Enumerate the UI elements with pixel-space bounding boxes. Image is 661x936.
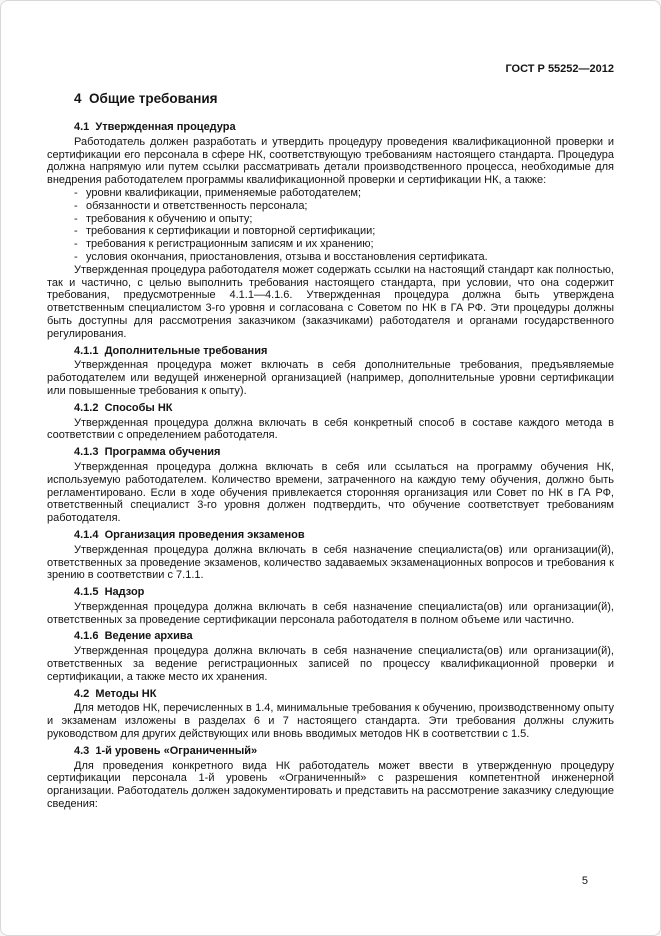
subsection-heading: 4.1 Утвержденная процедура: [74, 121, 236, 133]
list-item: [47, 213, 614, 226]
paragraph: Утвержденная процедура должна включать в себя назначение специалиста(ов) или организации(й), ответственных за проведение сертификации персонала работодателя в полном объеме или частично.: [47, 600, 614, 626]
subsection-heading: 4.2 Методы НК: [74, 687, 157, 700]
list-item: [47, 238, 614, 251]
list-item: [47, 187, 614, 200]
section-heading: 4 Общие требования: [74, 91, 218, 106]
paragraph: Утвержденная процедура работодателя может содержать ссылки на настоящий стандарт как полностью, так и частично, с целью выполнить требования настоящего стандарта, при условии, что она содержит требования, предусмотренные 4.1.1—4.1.6. Утвержденная процедура должна быть утверждена ответственным специалистом 3-го уровня и согласована с Советом по НК в ГА РФ. Эти процедуры должны быть доступны для рассмотрения заказчиком (заказчиками) работодателя и органами государственного регулирования.: [47, 263, 614, 340]
list-item-text: условия окончания, приостановления, отзыва и восстановления сертификата.: [86, 250, 488, 263]
list-marker: -: [74, 199, 78, 212]
page-header: [47, 63, 614, 75]
paragraph: Утвержденная процедура должна включать в себя или ссылаться на программу обучения НК, используемую работодателем. Количество времени, затраченного на каждую тему обучения, должно быть регламентировано. Если в ходе обучения привлекается сторонняя организация или Совет по НК в ГА РФ, ответственный специалист 3-го уровня должен подтвердить, что обучение соответствует требованиям работодателя.: [47, 460, 614, 525]
subsection-heading: 4.1.6 Ведение архива: [74, 630, 193, 643]
list-marker: -: [74, 238, 78, 251]
document-content: [47, 91, 614, 811]
list-item: [47, 200, 614, 213]
paragraph: Утвержденная процедура должна включать в себя назначение специалиста(ов) или организации(й), ответственных за ведение регистрационных записей по процессу квалификационной проверки и сертификации, а также место их хранения.: [47, 645, 614, 683]
paragraph: Утвержденная процедура может включать в себя дополнительные требования, предъявляемые работодателем или ведущей инженерной организацией (например, дополнительные уровни сертификации или повышенные требования к опыту).: [47, 359, 614, 397]
subsection-heading: 4.1.1 Дополнительные требования: [74, 344, 268, 357]
document-id: ГОСТ Р 55252—2012: [505, 63, 614, 75]
list-marker: -: [74, 225, 78, 238]
list-marker: -: [74, 250, 78, 263]
subsection-heading: 4.1.3 Программа обучения: [74, 446, 221, 459]
list-item-text: требования к регистрационным записям и их хранению;: [86, 238, 374, 251]
list-item-text: обязанности и ответственность персонала;: [86, 199, 308, 212]
list-item-text: требования к сертификации и повторной сертификации;: [86, 225, 376, 238]
paragraph: Работодатель должен разработать и утвердить процедуру проведения квалификационной проверки и сертификации его персонала в сфере НК, соответствующую требованиям настоящего стандарта. Процедура должна напрямую или путем ссылки рассматривать детали производственного процесса, необходимые для внедрения работодателем программы квалификационной проверки и сертификации НК, а также:: [47, 135, 614, 187]
page-footer: [47, 875, 588, 887]
subsection-heading: 4.1.5 Надзор: [74, 586, 145, 599]
list-marker: -: [74, 212, 78, 225]
subsection-heading: 4.1.2 Способы НК: [74, 401, 173, 414]
subsection-heading: 4.3 1-й уровень «Ограниченный»: [74, 744, 258, 757]
paragraph: Для методов НК, перечисленных в 1.4, минимальные требования к обучению, производственному опыту и экзаменам изложены в разделах 6 и 7 настоящего стандарта. Эти требования должны служить руководством для других действующих или вновь вводимых методов НК в соответствии с 1.5.: [47, 702, 614, 741]
paragraph: Для проведения конкретного вида НК работодатель может ввести в утвержденную процедуру сертификации персонала 1-й уровень «Ограниченный» с разрешения компетентной инженерной организации. Работодатель должен задокументировать и представить на рассмотрение заказчику следующие сведения:: [47, 759, 614, 811]
list-item-text: требования к обучению и опыту;: [86, 212, 253, 225]
list-item: [47, 251, 614, 264]
paragraph: Утвержденная процедура должна включать в себя назначение специалиста(ов) или организации(й), ответственных за проведение экзаменов, количество задаваемых экзаменационных вопросов и требования к зрению в соответствии с 7.1.1.: [47, 543, 614, 582]
paragraph: Утвержденная процедура должна включать в себя конкретный способ в составе каждого метода в соответствии с определением работодателя.: [47, 416, 614, 442]
list-item: [47, 225, 614, 238]
list-marker: -: [74, 186, 78, 199]
page-number: 5: [581, 875, 588, 887]
list-item-text: уровни квалификации, применяемые работодателем;: [86, 186, 362, 199]
subsection-heading: 4.1.4 Организация проведения экзаменов: [74, 528, 305, 541]
